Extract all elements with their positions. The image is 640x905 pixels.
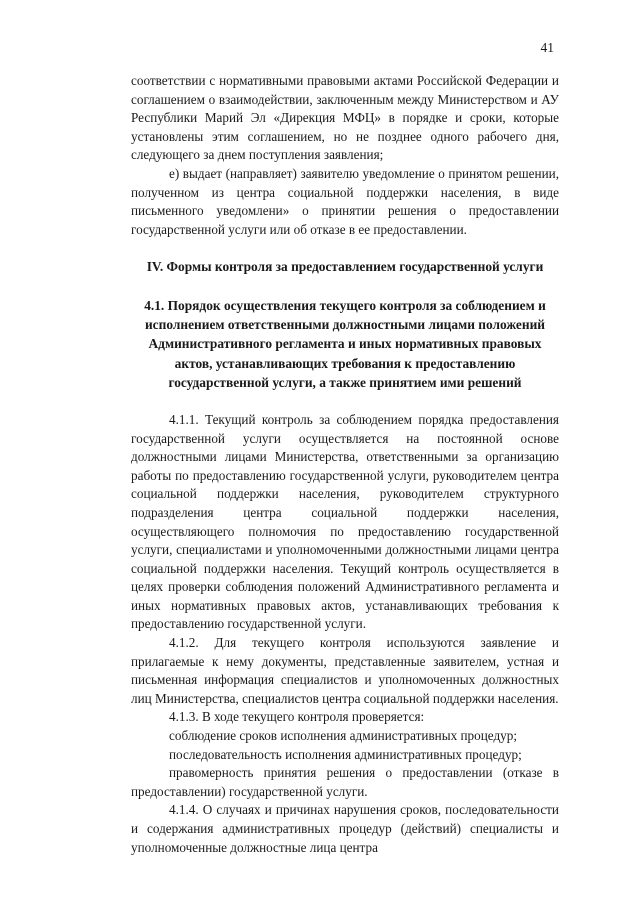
list-item: правомерность принятия решения о предоставлении (отказе в предоставлении) государственной услуги.	[131, 765, 559, 799]
subsection-heading: 4.1. Порядок осуществления текущего контроля за соблюдением и исполнением ответственными должностными лицами положений Административного регламента и иных нормативных правовых актов, устанавливающих требования к предоставлению государственной услуги, а также принятием ими решений	[144, 297, 546, 390]
paragraph-4-1-4: 4.1.4. О случаях и причинах нарушения сроков, последовательности и содержания административных процедур (действий) специалисты и уполномоченные должностные лица центра	[131, 802, 559, 855]
paragraph-continuation: соответствии с нормативными правовыми актами Российской Федерации и соглашением о взаимодействии, заключенным между Министерством и АУ Республики Марий Эл «Дирекция МФЦ» в порядке и сроки, которые установлены этим соглашением, но не позднее одного рабочего дня, следующего за днем поступления заявления;	[131, 73, 559, 163]
list-item: соблюдение сроков исполнения административных процедур;	[169, 728, 518, 744]
page-number: 41	[540, 40, 554, 55]
section-heading: IV. Формы контроля за предоставлением государственной услуги	[146, 259, 544, 275]
paragraph-4-1-2: 4.1.2. Для текущего контроля используются заявление и прилагаемые к нему документы, представленные заявителем, устная и письменная информация специалистов и уполномоченных должностных лиц Министерства, специалистов центра социальной поддержки населения.	[131, 635, 559, 706]
paragraph-4-1-1: 4.1.1. Текущий контроль за соблюдением порядка предоставления государственной услуги осуществляется на постоянной основе должностными лицами Министерства, ответственными за организацию работы по предоставлению государственной услуги, руководителем центра социальной поддержки населения, руководителем структурного подразделения центра социальной поддержки населения, осуществляющего полномочия по предоставлению государственной услуги, специалистами и уполномоченными должностными лицами центра социальной поддержки населения. Текущий контроль осуществляется в целях проверки соблюдения положений Административного регламента и иных нормативных правовых актов, устанавливающих требования к предоставлению государственной услуги.	[131, 411, 559, 632]
paragraph-item-e: е) выдает (направляет) заявителю уведомление о принятом решении, полученном из центра социальной поддержки населения, в виде письменного уведомлени» о принятии решения о предоставлении государственной услуги или об отказе в ее предоставлении.	[131, 165, 559, 237]
page-content	[131, 72, 559, 857]
paragraph-4-1-3: 4.1.3. В ходе текущего контроля проверяется:	[169, 709, 425, 725]
list-item: последовательность исполнения административных процедур;	[169, 746, 522, 762]
